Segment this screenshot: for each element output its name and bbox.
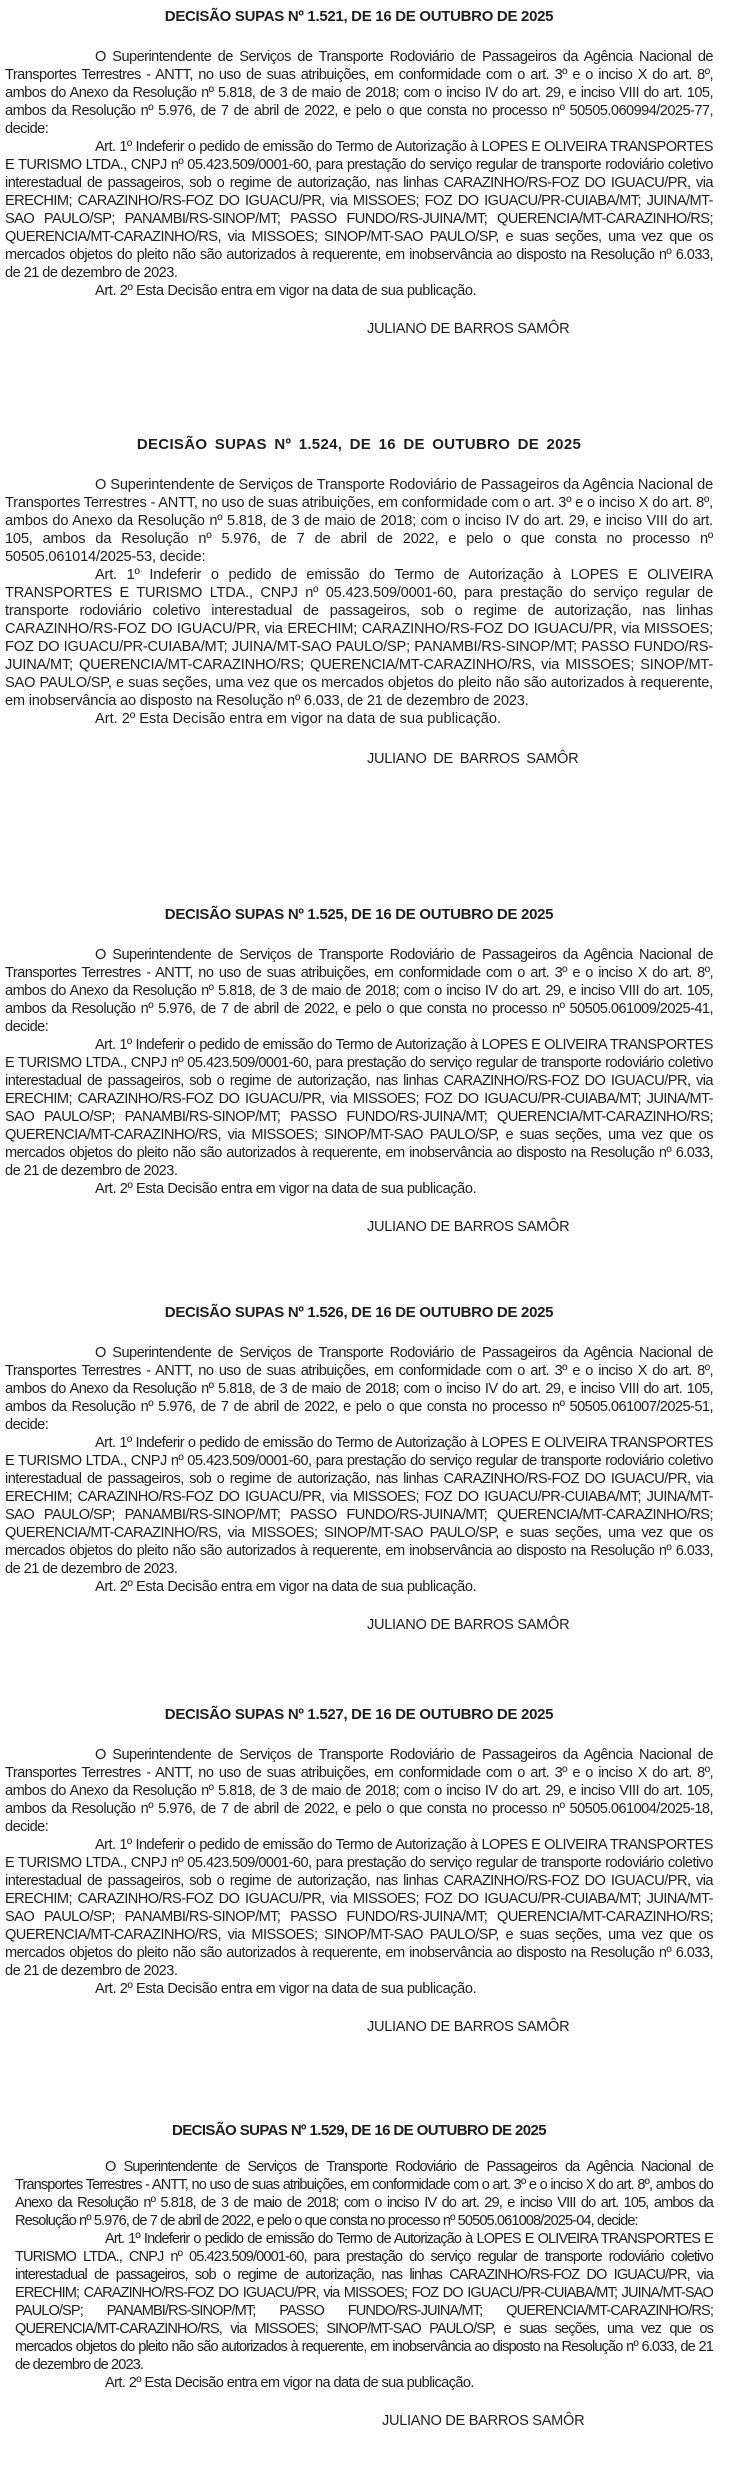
decision-article-1: Art. 1º Indeferir o pedido de emissão do Termo de Autorização à LOPES E OLIVEIRA TRANSPORTES E TURISMO LTDA., CNPJ nº 05.423.509/0001-60, para prestação do serviço regular de transporte rodoviário coletivo interestadual de passageiros, sob o regime de autorização, nas linhas CARAZINHO/RS-FOZ DO IGUACU/PR, via ERECHIM; CARAZINHO/RS-FOZ DO IGUACU/PR, via MISSOES; FOZ DO IGUACU/PR-CUIABA/MT; JUINA/MT-SAO PAULO/SP; PANAMBI/RS-SINOP/MT; PASSO FUNDO/RS-JUINA/MT; QUERENCIA/MT-CARAZINHO/RS; QUERENCIA/MT-CARAZINHO/RS, via MISSOES; SINOP/MT-SAO PAULO/SP, e suas seções, uma vez que os mercados objetos do pleito não são autorizados à requerente, em inobservância ao disposto na Resolução nº 6.033, de 21 de dezembro de 2023. [5,1435,713,1577]
decision-article-2: Art. 2º Esta Decisão entra em vigor na data de sua publicação. [95,1579,477,1595]
signatory: JULIANO DE BARROS SAMÔR [367,1219,570,1235]
decision-preamble: O Superintendente de Serviços de Transporte Rodoviário de Passageiros da Agência Nacional de Transportes Terrestres - ANTT, no uso de suas atribuições, em conformidade com o art. 3º e o inciso X do art. 8º, ambos do Anexo da Resolução nº 5.818, de 3 de maio de 2018; com o inciso IV do art. 29, e inciso VIII do art. 105, ambos da Resolução nº 5.976, de 7 de abril de 2022, e pelo o que consta no processo nº 50505.061009/2025-41, decide: [5,947,713,1035]
signatory: JULIANO DE BARROS SAMÔR [382,2413,585,2429]
decision-preamble: O Superintendente de Serviços de Transporte Rodoviário de Passageiros da Agência Nacional de Transportes Terrestres - ANTT, no uso de suas atribuições, em conformidade com o art. 3º e o inciso X do art. 8º, ambos do Anexo da Resolução nº 5.818, de 3 de maio de 2018; com o inciso IV do art. 29, e inciso VIII do art. 105, ambos da Resolução nº 5.976, de 7 de abril de 2022, e pelo o que consta no processo nº 50505.060994/2025-77, decide: [5,49,713,137]
signatory: JULIANO DE BARROS SAMÔR [367,2019,570,2035]
decision-article-1: Art. 1º Indeferir o pedido de emissão do Termo de Autorização à LOPES E OLIVEIRA TRANSPORTES E TURISMO LTDA., CNPJ nº 05.423.509/0001-60, para prestação do serviço regular de transporte rodoviário coletivo interestadual de passageiros, sob o regime de autorização, nas linhas CARAZINHO/RS-FOZ DO IGUACU/PR, via ERECHIM; CARAZINHO/RS-FOZ DO IGUACU/PR, via MISSOES; FOZ DO IGUACU/PR-CUIABA/MT; JUINA/MT-SAO PAULO/SP; PANAMBI/RS-SINOP/MT; PASSO FUNDO/RS-JUINA/MT; QUERENCIA/MT-CARAZINHO/RS; QUERENCIA/MT-CARAZINHO/RS, via MISSOES; SINOP/MT-SAO PAULO/SP, e suas seções, uma vez que os mercados objetos do pleito não são autorizados à requerente, em inobservância ao disposto na Resolução nº 6.033, de 21 de dezembro de 2023. [5,567,713,709]
decision-1527 [5,1706,713,2036]
decision-1524 [5,436,713,768]
decision-article-2: Art. 2º Esta Decisão entra em vigor na data de sua publicação. [95,1981,477,1997]
decision-article-1: Art. 1º Indeferir o pedido de emissão do Termo de Autorização à LOPES E OLIVEIRA TRANSPORTES E TURISMO LTDA., CNPJ nº 05.423.509/0001-60, para prestação do serviço regular de transporte rodoviário coletivo interestadual de passageiros, sob o regime de autorização, nas linhas CARAZINHO/RS-FOZ DO IGUACU/PR, via ERECHIM; CARAZINHO/RS-FOZ DO IGUACU/PR, via MISSOES; FOZ DO IGUACU/PR-CUIABA/MT; JUINA/MT-SAO PAULO/SP; PANAMBI/RS-SINOP/MT; PASSO FUNDO/RS-JUINA/MT; QUERENCIA/MT-CARAZINHO/RS; QUERENCIA/MT-CARAZINHO/RS, via MISSOES; SINOP/MT-SAO PAULO/SP, e suas seções, uma vez que os mercados objetos do pleito não são autorizados à requerente, em inobservância ao disposto na Resolução nº 6.033, de 21 de dezembro de 2023. [5,1037,713,1179]
decision-article-1: Art. 1º Indeferir o pedido de emissão do Termo de Autorização à LOPES E OLIVEIRA TRANSPORTES E TURISMO LTDA., CNPJ nº 05.423.509/0001-60, para prestação do serviço regular de transporte rodoviário coletivo interestadual de passageiros, sob o regime de autorização, nas linhas CARAZINHO/RS-FOZ DO IGUACU/PR, via ERECHIM; CARAZINHO/RS-FOZ DO IGUACU/PR, via MISSOES; FOZ DO IGUACU/PR-CUIABA/MT; JUINA/MT-SAO PAULO/SP; PANAMBI/RS-SINOP/MT; PASSO FUNDO/RS-JUINA/MT; QUERENCIA/MT-CARAZINHO/RS; QUERENCIA/MT-CARAZINHO/RS, via MISSOES; SINOP/MT-SAO PAULO/SP, e suas seções, uma vez que os mercados objetos do pleito não são autorizados à requerente, em inobservância ao disposto na Resolução nº 6.033, de 21 de dezembro de 2023. [5,1837,713,1979]
decision-title: DECISÃO SUPAS Nº 1.527, DE 16 DE OUTUBRO DE 2025 [164,1706,554,1723]
signatory: JULIANO DE BARROS SAMÔR [367,751,579,767]
decision-title: DECISÃO SUPAS Nº 1.526, DE 16 DE OUTUBRO DE 2025 [164,1304,554,1321]
decision-title: DECISÃO SUPAS Nº 1.529, DE 16 DE OUTUBRO DE 2025 [171,2122,547,2139]
decision-article-1: Art. 1º Indeferir o pedido de emissão do Termo de Autorização à LOPES E OLIVEIRA TRANSPORTES E TURISMO LTDA., CNPJ nº 05.423.509/0001-60, para prestação do serviço regular de transporte rodoviário coletivo interestadual de passageiros, sob o regime de autorização, nas linhas CARAZINHO/RS-FOZ DO IGUACU/PR, via ERECHIM; CARAZINHO/RS-FOZ DO IGUACU/PR, via MISSOES; FOZ DO IGUACU/PR-CUIABA/MT; JUINA/MT-SAO PAULO/SP; PANAMBI/RS-SINOP/MT; PASSO FUNDO/RS-JUINA/MT; QUERENCIA/MT-CARAZINHO/RS; QUERENCIA/MT-CARAZINHO/RS, via MISSOES; SINOP/MT-SAO PAULO/SP, e suas seções, uma vez que os mercados objetos do pleito não são autorizados à requerente, em inobservância ao disposto na Resolução nº 6.033, de 21 de dezembro de 2023. [5,139,713,281]
decision-1521 [5,8,713,338]
decision-1525 [5,906,713,1236]
decision-1526 [5,1304,713,1634]
decision-title: DECISÃO SUPAS Nº 1.521, DE 16 DE OUTUBRO DE 2025 [164,8,554,25]
decision-preamble: O Superintendente de Serviços de Transporte Rodoviário de Passageiros da Agência Nacional de Transportes Terrestres - ANTT, no uso de suas atribuições, em conformidade com o art. 3º e o inciso X do art. 8º, ambos do Anexo da Resolução nº 5.818, de 3 de maio de 2018; com o inciso IV do art. 29, e inciso VIII do art. 105, ambos da Resolução nº 5.976, de 7 de abril de 2022, e pelo o que consta no processo nº 50505.061007/2025-51, decide: [5,1345,713,1433]
decision-article-2: Art. 2º Esta Decisão entra em vigor na data de sua publicação. [105,2375,474,2391]
decision-article-2: Art. 2º Esta Decisão entra em vigor na data de sua publicação. [95,711,502,727]
decision-article-2: Art. 2º Esta Decisão entra em vigor na data de sua publicação. [95,283,477,299]
decision-title: DECISÃO SUPAS Nº 1.524, DE 16 DE OUTUBRO DE 2025 [136,436,582,453]
decision-preamble: O Superintendente de Serviços de Transporte Rodoviário de Passageiros da Agência Nacional de Transportes Terrestres - ANTT, no uso de suas atribuições, em conformidade com o art. 3º e o inciso X do art. 8º, ambos do Anexo da Resolução nº 5.818, de 3 de maio de 2018; com o inciso IV do art. 29, e inciso VIII do art. 105, ambos da Resolução nº 5.976, de 7 de abril de 2022, e pelo o que consta no processo nº 50505.061008/2025-04, decide: [15,2159,713,2229]
decision-preamble: O Superintendente de Serviços de Transporte Rodoviário de Passageiros da Agência Nacional de Transportes Terrestres - ANTT, no uso de suas atribuições, em conformidade com o art. 3º e o inciso X do art. 8º, ambos do Anexo da Resolução nº 5.818, de 3 de maio de 2018; com o inciso IV do art. 29, e inciso VIII do art. 105, ambos da Resolução nº 5.976, de 7 de abril de 2022, e pelo o que consta no processo nº 50505.061014/2025-53, decide: [5,477,713,565]
decision-article-2: Art. 2º Esta Decisão entra em vigor na data de sua publicação. [95,1181,477,1197]
signatory: JULIANO DE BARROS SAMÔR [367,321,570,337]
decision-article-1: Art. 1º Indeferir o pedido de emissão do Termo de Autorização à LOPES E OLIVEIRA TRANSPORTES E TURISMO LTDA., CNPJ nº 05.423.509/0001-60, para prestação do serviço regular de transporte rodoviário coletivo interestadual de passageiros, sob o regime de autorização, nas linhas CARAZINHO/RS-FOZ DO IGUACU/PR, via ERECHIM; CARAZINHO/RS-FOZ DO IGUACU/PR, via MISSOES; FOZ DO IGUACU/PR-CUIABA/MT; JUINA/MT-SAO PAULO/SP; PANAMBI/RS-SINOP/MT; PASSO FUNDO/RS-JUINA/MT; QUERENCIA/MT-CARAZINHO/RS; QUERENCIA/MT-CARAZINHO/RS, via MISSOES; SINOP/MT-SAO PAULO/SP, e suas seções, uma vez que os mercados objetos do pleito não são autorizados à requerente, em inobservância ao disposto na Resolução nº 6.033, de 21 de dezembro de 2023. [15,2231,713,2373]
signatory: JULIANO DE BARROS SAMÔR [367,1617,570,1633]
decision-1529 [5,2122,713,2430]
decision-preamble: O Superintendente de Serviços de Transporte Rodoviário de Passageiros da Agência Nacional de Transportes Terrestres - ANTT, no uso de suas atribuições, em conformidade com o art. 3º e o inciso X do art. 8º, ambos do Anexo da Resolução nº 5.818, de 3 de maio de 2018; com o inciso IV do art. 29, e inciso VIII do art. 105, ambos da Resolução nº 5.976, de 7 de abril de 2022, e pelo o que consta no processo nº 50505.061004/2025-18, decide: [5,1747,713,1835]
decision-title: DECISÃO SUPAS Nº 1.525, DE 16 DE OUTUBRO DE 2025 [164,906,554,923]
